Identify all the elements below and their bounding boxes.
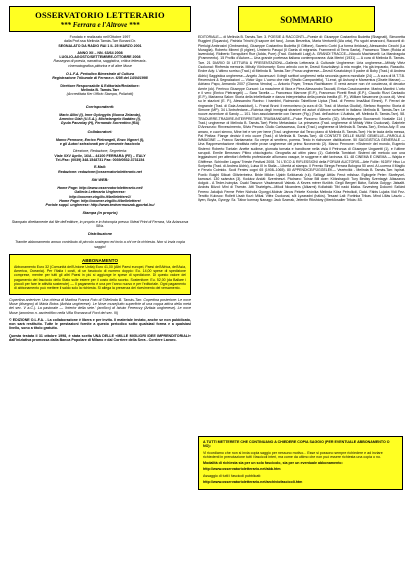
- collab-heading: Collaboratori:: [87, 129, 113, 134]
- web-heading: Siti WEB:: [91, 177, 109, 182]
- archivio-link[interactable]: http://www.osservatorioletterario.net/archiviofascicoli.htm: [203, 480, 303, 485]
- table-of-contents: EDITORIALE— di Melinda B. Tamás-Tarr. 3. POESIE & RACCONTI—Poesie di: Giuseppe Costantino Budetta (Sbagnati), Simonetta Ruggieri (Squarcio), Patrizia Trinchi (Il sapore del faro), Jonas Berzelius, Maria Venturelli (Ala orta), Pio sgubi amarcord, Raccontl di: Pierluigi Ambrosini (Ombramba), Giuseppe Costantino Budetta (Il Giffone), Saverio Corbi (La forma ibridosa), Alessandro Cecchi (La Muraglia). Roberto Mineni (Il pigiee), Umberto Pasqui (Il Gaeta di migranta. Frammenti di Terra Santa), Francesco Tilsen (Rolda al lavendola). Ridberto Tornquikeri Rue (Adda, Pure) (Trad. Giobbatii Luigi) A. GRANDI TRACCE—Niccolò Machiavelli: La Mandragola (Frammento). 15 Profilo d'Autore— Una grande poetessa italiana contemporanea: Ada Merini (1931) — A cura di Melinda B. Tamás-Tarr. 21 DIARIO DI LETTURA & PRESENTAZIONI—Galleria Letteraria & Culturale Ungherese: Liria ungherese—Mihály Vitéz Csokonai: Rinfresta memoria. Mihály Vörösmarty: Sono arbrolo con te, Dezső Kosztolányi: A mia moglie, Ha già imparato, Rassolto. Endre Ady: L'ultimo sorriso (Trad.) di Melinda B. Tamás-Tarr; Prosa ungherese—Dezső Kosztolányi: Il padre di Boby (Trad.) di Andrea Aldric) Saggistica ungherese—Angelo Jacomuzzi: Il degli scrittori ungheresi nella seconda guerra mondiale (24) — A cura di M.T.T.B. Recensioni & Segnalazioni — Victor Ugo: L'uomo che ride (Stralio Campaniello), T.Lenzi, gli Ashurqi e Marsentus (Gisele Manan) — Adriano Papo, Armando 2007 (Gianna Vendra) — Antonio Poyer, Tresus Rachtkaner: E verrà amore non c'è coscienza, di decatur Amrie (ok). Ferrinco Giuseppe Cursoni: La maschere di Ilicra e Pirea Alessandro Taccaiti, Errica Cosciosamine. Marina Mantini: L'orto e il vero (Enrico Pietrangeli) — Sara Tavella — Francesco Marrone (E.P.), Francesco Pivetti Reuti (E.P.), Claudio Rizzi Cantadio (E.P.), Marianna Salon: Storia della intellettuale e danza interpretativa della poesia inedita (E. P.), William Navarrone (a cura di). Versi su le stazioni (E. P.), Alessandro Ravino: I bambini, Raimondo Tabellione Lipica (Trad. di Ferenc ImaAlkai Eimmi), F. Ferrari de ringrande (Trad. di Gaia Amadoluri), L. Franzi Bruni: Il nemonismo (a cura di Gt. Trad. di Monica Giudici), Stefano Hogmiro: Storia di Simone (MP). 34 L'Antrofedane—Rubrica degli immigrati stranieri ed autori d'Altrove scriventi in italiano: Melinda B. Tamás-Tarr: Le nuove avventure di Sandy — 101. Non assolutamente con l'amore (Fig.) (Trad. dell'autrice: L'Autista, aff. Melinda B. Tamás-Tarr). 58. TRADURRE-TRADIRE-INTERPRETARE-TRASMANDARE—Pulce Pizzorno Sanelio (32). Michelangelo Buonarroti: Nostalie 114 ( Trad.) ungherese di Melinda B. Tamás-Tarr) Pietro Metastasio: La primavera (Trad. ungherese di Mihály Vitéz Csokonai). Gabriele D'Annunzio: Rinvescimento, Silvio Pecora: Giulio Carisacessa, Goral (Trad.) ungherese di Melinda B. Tamás-Tarr), Ernica Ady: È ora amaro, e cuori sienno, Mine bel e ver per bene (Trad. ungherese dal Terzo piano di Melinda B. Tamás-Tarr): Ha te tacia della messa, Pal Pinitza: Flange decisiv il mio cuore (Trad.) di Melinda B. Tamás-Tarr). 48 CONTATTI DELLE MUSE GEMELLE—PAROLA & IMMAGINE — Franco Santamaria: Su crepe al sentiero, poema. Testo in rialnovore distilluzione. 50 SAGGISTICA GENERALE — Una Rappresentazione ritrattista nelle prose ungherese del primo Novecento (2). Marco Pennone: «Sistemi» del mondo, Eugenio Sistemi: Roberto Tontale: Anette sudinse, giornata tornata e handbone nella visia il Petronoa di Giuseppe Ungaretti (1), e l'ultime scrupoli. Ermile Bensman: Pitino chiccisgiorto. Geografia ad ottim piano (1). Gabriella Tomistori: Sistemi del metodo con una leggiastrumi per attenitori d'effetto profesionale all'umano vasque, le soggene e altri lavinova. 61. 48 CINEMA E CINEMA — Wajda e Ghiffrese. Schindler Lagos/ Trieste Festival 2008. 74 L'ECO & RIFLESSIONI della FORUM AUCTORIS—Arte Follie: 91DRY Hlso Lo Scripetta (Trad. di Andrea Aldric), Luisa III in Stalia – Libertà al stampo. Il Premio Strega Ferrara Bologna 50 anni. A Lucerna il Maglio e Fenzio Colmido. Scoli Fenies cogni 65 (1908–1065). 80 APPENDICE/FÜGGELÉK— Vezércikk - Melinda B. Tamás-Tarr. Ispirat. Ponik: Buighi Silicat: Glitzterbeinz. Bride Mikke: Ujabb Sziklumak (r.k). Szilágyi Attila: Ferut mlishaz. Egilogele Peter: Sánfeyvel-kamoszi. 130 számára (3). Kodácz Andál: Szentneszi. Pádraeo: Tolnar Bill doer: Kötzshagoli: Tury Bedisy Szentagyi: Alászaros dolgok - A Teder-Iványka. Csaki Tasszor: Vásárnarudi Vakrak. A Kezes mérer fözöbb. Gegő Bergeri Bátor, Szilvia Golygy: Játsaltt. András Bözol: Mini di Tiverán. Atti Tisztelgés—Mikoli Nicanders (Alkarmi) Kollabáló Tibi nadó lidaka. Szvestreg Dokumi: Szilárd Ferenc Jakoljuk Ferme Péter Nichola Gyorgyi-Molnár János Fekete Krónika Melinda Kösz Petrolkoli, Dalci. Fábis Lujaks Vidi Fez-Tercitic Kulcsoc: Rollett Lisab Kozi: Mikai. Vitéz Csokonai, sőt Lyzaradni (hálós). Teszari Lali: Fortinka Trikas. Mind Lillás Lászlo – Ilyen, Boyla, Gyorgy: Sz. Tábor kormay Nanagy: Jack Szarrak, Jelentin Rikshány (Mentőcsaller Trikás: 83.: [198, 35, 405, 203]
- notice-line: Assaggio di tutti i fascicoli pubblicati:: [203, 473, 262, 478]
- edizione-text: © EDIZIONE O.L.F.A. - La collaborazione è libera e per invito. Il materiale inviato, anche se non pubblicato, non sarà restituito. Tutte le prestazioni fornite a questo periodico sotto qualsiasi forma e a qualsiasi livello, sono a titolo gratuito.: [9, 317, 191, 331]
- address-line: Viale XXV Aprile, 16/A – 44100 FERRARA (FE) – ITALY: [54, 153, 146, 158]
- issue-block: [9, 51, 191, 81]
- web-block: [9, 178, 191, 208]
- collab-line: e gli Autori selezionati per il presente fascicolo: [59, 142, 141, 147]
- director-name: Melinda B. Tamás-Tarr: [80, 87, 119, 92]
- founding-block: [9, 35, 191, 48]
- distrib-heading: Distribuzione: [87, 231, 113, 236]
- right-column: [198, 6, 405, 572]
- abbonamento-box: [9, 254, 191, 295]
- issue-line: cinematografica-pittorica e di altre Muse: [68, 63, 132, 68]
- left-column: [9, 6, 191, 572]
- correspondents-block: [9, 105, 191, 126]
- email-block: [9, 165, 191, 174]
- notice-line: Vi ricordiamo che non si invia copia saggio per nessuno motivo... Esse si possono sempre richiedere e ad inviare richiedenti in prenotazione tutti i fascicoli interi, ma come da ultimo che non può essere richiesta una copia o no.: [203, 450, 383, 459]
- abbonamento-text: Abbonamento Euro 32 (Comunità dell'Unione Unita) Euro 41,00 (Altri Paesi europei, Paesi dell'Africa, dell'Asia, America, Oceania). Per l'Italia i costi, di un fascicolo di numero doppio: Eu. 14,00 spese di spedizione comprese, mentre per tutti gli altri Paesi in più si aggiunge le spese di spedizione. Di questo valore del pagamento del fascicolo dello Stato sulle estere per il costo dello sconto. Sostenitore: Eu. 52,00 (da Ballare i piccoli per fare le attività sostenute) — Il pagamento è una per l'anno nuovo e per l'editoriale. Ogni pagamento di abbonamento può mettere il saldo solo la richiesta. Si allega la presenza del ricevimento del versamento.: [14, 264, 186, 291]
- masthead-title: OSSERVATORIO LETTERARIO: [35, 10, 165, 20]
- correspondents-line: Americo Olah (U.S.A.), Michelangelo Naddeo (I),: [59, 117, 141, 122]
- email-line[interactable]: Redazione: redazione@osservatorioletterario.net: [58, 169, 142, 174]
- correspondents-heading: Corrispondenti:: [85, 104, 115, 109]
- saggio-notice-box: [198, 436, 403, 490]
- web-link[interactable]: Home Page: http://xoomer.virgilio.it/bellelettere/: [59, 198, 141, 203]
- issue-line: ANNO XII – NN. 63/64 2008: [77, 50, 123, 55]
- correspondents-line: Mario Allini (I), Imre Gyöngyös (Nuova Zelanda),: [59, 112, 141, 117]
- collab-block: [9, 130, 191, 147]
- director-block: [9, 84, 191, 97]
- correspondents-line: Gyula Paczolay (H), Fernando Sorrentino (RA): [60, 121, 140, 126]
- sommario-heading-box: [238, 6, 375, 32]
- address-block: [9, 149, 191, 162]
- web-link[interactable]: http://xoomer.virgilio.it/bellelettere1/: [69, 194, 131, 199]
- distrib-block: [9, 232, 191, 249]
- director-note: (Accreditata Ker Ufficio Stampa, Poliziotti): [66, 92, 134, 97]
- stampa-heading: Stampa (in proprio): [82, 211, 118, 216]
- masthead-subtitle: *** Ferrara e l'Altrove ***: [60, 21, 140, 29]
- web-link[interactable]: Portale suppl. ungherese: http://www.testvermuszak.gportal.hu/: [45, 203, 155, 208]
- collab-line: Marco Pennone, Enrico Pietrangeli, Enzo Vigneri (I),: [55, 137, 145, 142]
- abbonamento-title: ABBONAMENTO: [82, 257, 118, 263]
- notice-line: A TUTTI METTERETE CHE CONTINUANO A CHIEDERE COPIA SAGGIO (PER EVENTUALE ABBONAMENTO O NO):: [203, 440, 390, 449]
- address-line: Tel./Fax: (0039) 348.1548731 Fax: 0039/0532.3731154: [55, 158, 145, 163]
- masthead: [9, 6, 191, 32]
- stampa-block: [9, 211, 191, 228]
- founding-line: SEGNALATO DA RADIO RAI 1 IL 25 MARZO 2001: [58, 43, 142, 48]
- segnalata-text: Questa testata il 31 ottobre 1998, è stata scelta UNA DELLE «MILLE MIGLIORI IDEE IMPRENDITORIALI» dall'iniziativa promossa dalla Banca Popolare di Milano e dal Corriere della Sera - Corriere Lavoro.: [9, 333, 191, 343]
- web-link[interactable]: Home Page: http://www.osservatorioletterario.net/: [57, 186, 143, 191]
- copertina-text: Copertina anteriore: Una chiesa di Martina Franca Foto di ©Melinda B. Tamás-Tarr. Copertina posteriore: Le nove Muse (disegno) di Mária Botos (Artista ungherese). Le Nove muse(tutto superficie di una coppa attica della metà del sec. V a.C.). La pastorale — 'Interior della sete.' (acrilico) di István Ferenczy (Artista ungherese). Le nove Muse (anonimo n. ascientifico nella Villa Romana di Ford del sec. III): [9, 297, 191, 315]
- web-link: Galleria Letteraria Ungherese:: [74, 190, 126, 195]
- founding-line: dalla Prof.ssa Melinda Tamás-Tarr Bonani Dr.: [63, 39, 137, 44]
- issue-line: O.L.F.A. Periodico Bimestrale di Cultura: [66, 72, 134, 77]
- issue-line: Rassegna di poesia, narrativa, saggistica, critica letteraria-: [53, 59, 147, 64]
- address-line: Direzione, Redazione, Segreteria:: [73, 149, 127, 154]
- issue-line: LUGLIO-AGOSTO/SETTEMBRE-OTTOBRE 2008: [59, 55, 141, 60]
- issue-line: Registrazione Tribunale di Ferrara n. 6/98 del 14/04/1998: [52, 76, 148, 81]
- founding-line: Fondato e realizzato nell'Ottobre 1997: [69, 35, 131, 39]
- director-line: Direttore Responsabile & Editoriale/Redattore:: [60, 83, 140, 88]
- notice-line: Modalità di richiesta sia per un solo fascicolo, sia per un eventuale abbonamento:: [203, 461, 343, 466]
- distrib-text: Tramite abbonamento annuo contributo di piccolo sostegno ed invio a chi ne fa richiesta. Non si invia copia saggio!: [15, 240, 185, 249]
- abbonamento-link[interactable]: http://www.osservatorioletterario.net/abb.htm: [203, 467, 281, 472]
- email-heading: E-Mail:: [94, 165, 106, 170]
- stampa-text: Stampato direttamente dal file dell'editore, in proprio e in fotocopia presso l'Ideal Print di Ferrara, Via Arianuova 58/a.: [11, 219, 189, 228]
- sommario-title: SOMMARIO: [280, 15, 333, 25]
